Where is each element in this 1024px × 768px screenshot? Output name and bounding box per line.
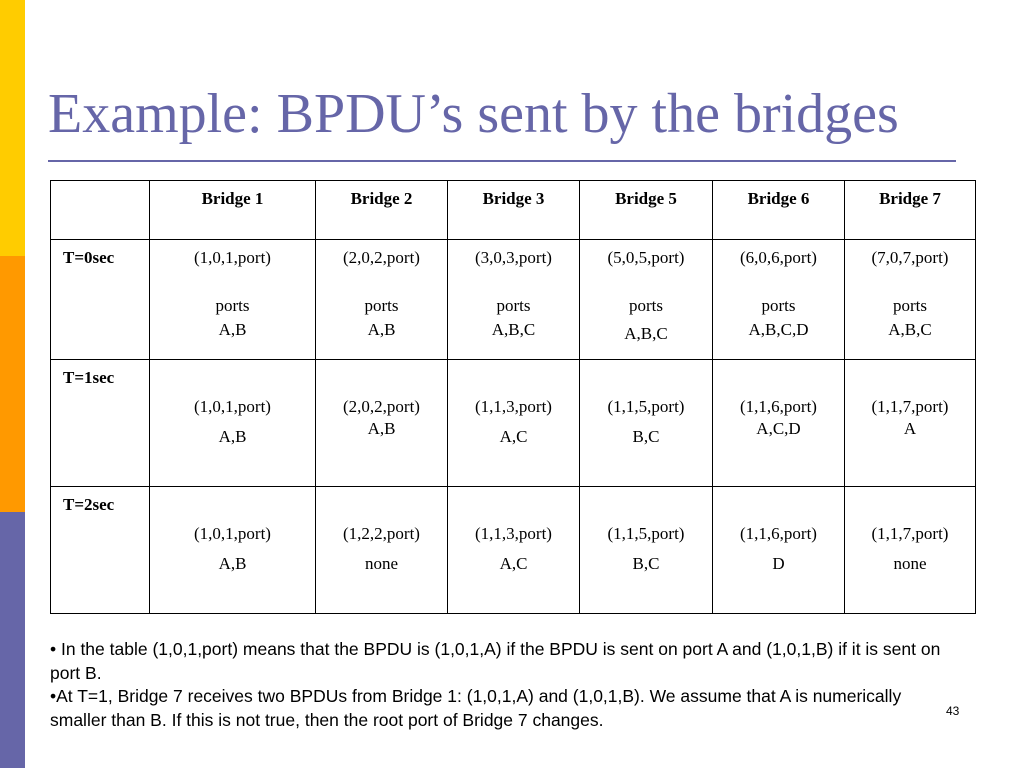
table-cell bbox=[845, 487, 976, 614]
table-cell bbox=[580, 487, 713, 614]
table-cell bbox=[713, 360, 845, 487]
ports-label: ports bbox=[893, 296, 927, 315]
ports-value: A,B bbox=[367, 419, 396, 438]
ports-value: B,C bbox=[632, 427, 660, 446]
ports-label: ports bbox=[496, 296, 531, 315]
ports-value: D bbox=[772, 554, 785, 573]
table-cell bbox=[316, 360, 448, 487]
bpdu-value: (1,0,1,port) bbox=[194, 397, 271, 416]
table-cell bbox=[845, 240, 976, 360]
header-bridge-7: Bridge 7 bbox=[845, 181, 976, 240]
row-label: T=1sec bbox=[51, 360, 150, 487]
side-bar-orange bbox=[0, 256, 25, 512]
ports-value: A,B,C bbox=[491, 320, 536, 339]
table-cell bbox=[845, 360, 976, 487]
header-bridge-3: Bridge 3 bbox=[448, 181, 580, 240]
ports-value: A,B bbox=[218, 427, 247, 446]
table-cell bbox=[150, 487, 316, 614]
title-underline bbox=[48, 160, 956, 162]
ports-value: B,C bbox=[632, 554, 660, 573]
table-cell bbox=[150, 240, 316, 360]
note-paragraph: • In the table (1,0,1,port) means that the BPDU is (1,0,1,A) if the BPDU is sent on port A and (1,0,1,B) if it is sent on port B. bbox=[50, 639, 941, 683]
ports-label: ports bbox=[761, 296, 796, 315]
table-cell bbox=[580, 240, 713, 360]
bpdu-value: (3,0,3,port) bbox=[475, 248, 552, 267]
bpdu-value: (2,0,2,port) bbox=[343, 397, 420, 416]
ports-label: ports bbox=[215, 296, 250, 315]
ports-label: ports bbox=[364, 296, 399, 315]
ports-value: A,B bbox=[367, 320, 396, 339]
table-row bbox=[51, 487, 976, 614]
ports-value: none bbox=[364, 554, 399, 573]
row-label: T=2sec bbox=[51, 487, 150, 614]
ports-value: none bbox=[893, 554, 927, 573]
bpdu-value: (7,0,7,port) bbox=[871, 248, 949, 267]
bpdu-value: (1,1,7,port) bbox=[871, 397, 949, 416]
table-cell bbox=[448, 240, 580, 360]
bpdu-value: (1,1,5,port) bbox=[607, 524, 685, 543]
table-cell bbox=[580, 360, 713, 487]
ports-value: A bbox=[903, 419, 917, 438]
ports-value: A,B bbox=[218, 554, 247, 573]
table-cell bbox=[150, 360, 316, 487]
corner-cell bbox=[51, 181, 150, 240]
bpdu-value: (1,1,6,port) bbox=[740, 524, 817, 543]
bpdu-value: (2,0,2,port) bbox=[343, 248, 420, 267]
bpdu-value: (1,0,1,port) bbox=[194, 248, 271, 267]
bpdu-value: (1,1,6,port) bbox=[740, 397, 817, 416]
note-paragraph: •At T=1, Bridge 7 receives two BPDUs from Bridge 1: (1,0,1,A) and (1,0,1,B). We assume that A is numerically smaller than B. If this is not true, then the root port of Bridge 7 changes. bbox=[50, 686, 902, 730]
header-bridge-1: Bridge 1 bbox=[150, 181, 316, 240]
table-row bbox=[51, 240, 976, 360]
bpdu-table bbox=[50, 180, 976, 614]
ports-value: A,B,C bbox=[888, 320, 932, 339]
notes-text bbox=[50, 638, 950, 732]
ports-value: A,B,C,D bbox=[748, 320, 809, 339]
ports-value: A,C,D bbox=[756, 419, 801, 438]
side-bar-purple bbox=[0, 512, 25, 768]
table-cell bbox=[316, 240, 448, 360]
ports-label: ports bbox=[629, 296, 663, 315]
ports-value: A,B bbox=[218, 320, 247, 339]
page-number: 43 bbox=[946, 704, 960, 718]
ports-value: A,C bbox=[499, 554, 528, 573]
ports-value: A,B,C bbox=[624, 324, 668, 343]
header-bridge-2: Bridge 2 bbox=[316, 181, 448, 240]
bpdu-value: (5,0,5,port) bbox=[607, 248, 685, 267]
bpdu-value: (1,1,3,port) bbox=[475, 397, 552, 416]
side-bar-yellow bbox=[0, 0, 25, 256]
table-cell bbox=[448, 360, 580, 487]
ports-value: A,C bbox=[499, 427, 528, 446]
table-cell bbox=[713, 240, 845, 360]
table-row bbox=[51, 360, 976, 487]
table-cell bbox=[713, 487, 845, 614]
header-bridge-5: Bridge 5 bbox=[580, 181, 713, 240]
bpdu-value: (1,2,2,port) bbox=[343, 524, 420, 543]
row-label: T=0sec bbox=[51, 240, 150, 360]
bpdu-value: (1,1,7,port) bbox=[871, 524, 949, 543]
table-cell bbox=[448, 487, 580, 614]
table-cell bbox=[316, 487, 448, 614]
header-bridge-6: Bridge 6 bbox=[713, 181, 845, 240]
bpdu-value: (1,1,5,port) bbox=[607, 397, 685, 416]
table-header-row bbox=[51, 181, 976, 240]
bpdu-value: (6,0,6,port) bbox=[740, 248, 817, 267]
slide-title: Example: BPDU’s sent by the bridges bbox=[48, 83, 899, 145]
bpdu-value: (1,0,1,port) bbox=[194, 524, 271, 543]
bpdu-value: (1,1,3,port) bbox=[475, 524, 552, 543]
